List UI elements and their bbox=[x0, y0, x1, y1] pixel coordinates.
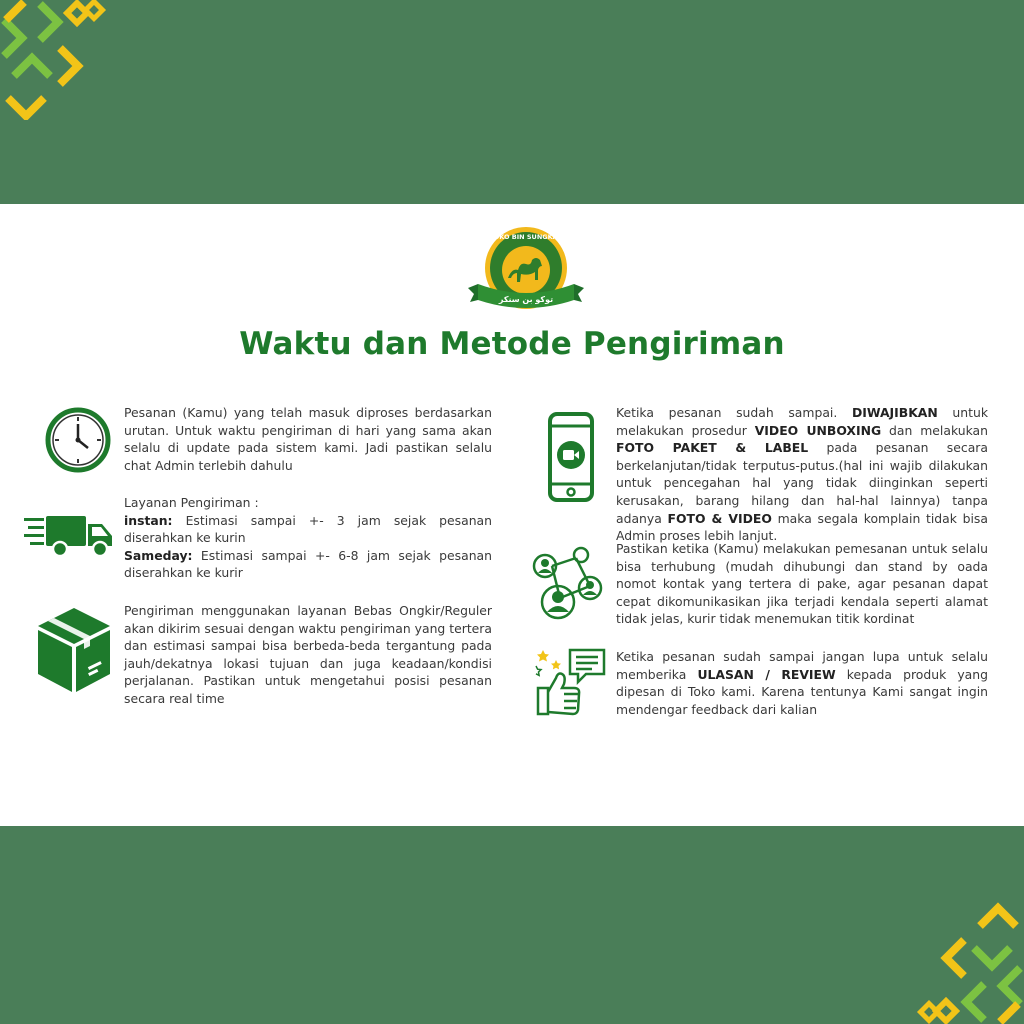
video-call-phone-icon bbox=[548, 412, 594, 502]
sameday-text: Estimasi sampai +- 6-8 jam sejak pesanan diserahkan ke kurir bbox=[124, 547, 492, 581]
logo-brand-text: TOKO BIN SUNGKAR bbox=[489, 233, 563, 241]
instan-text: Estimasi sampai +- 3 jam sejak pesanan diserahkan ke kurin bbox=[124, 512, 492, 546]
services-heading: Layanan Pengiriman : bbox=[124, 495, 259, 510]
clock-icon bbox=[44, 406, 112, 474]
package-box-icon bbox=[36, 606, 112, 694]
shipping-services-text bbox=[124, 494, 492, 582]
review-thumbs-up-icon bbox=[534, 648, 606, 718]
review-reminder-text: Ketika pesanan sudah sampai jangan lupa untuk selalu memberika ULASAN / REVIEW kepada produk yang dipesan di Toko kami. Karena tentunya Kami sangat ingin mendengar feedback dari kalian bbox=[616, 649, 988, 717]
corner-ornament-top-left bbox=[0, 0, 115, 120]
regular-shipping-text: Pengiriman menggunakan layanan Bebas Ongkir/Reguler akan dikirim sesuai dengan waktu pengiriman yang tertera dan estimasi sampai bisa berbeda-beda tergantung pada jauh/dekatnya lokasi tujuan dan juga keadaan/kondisi perjalanan. Pastikan untuk mengetahui posisi pesanan secara real time bbox=[124, 603, 492, 706]
video-unboxing-text: Ketika pesanan sudah sampai. DIWAJIBKAN untuk melakukan prosedur VIDEO UNBOXING dan melakukan FOTO PAKET & LABEL pada pesanan secara berkelanjutan/tidak terputus-putus.(hal ini wajib dilakukan untuk pencegahan hal yang tidak diinginkan seperti kerusakan, barang hilang dan hal-hal lainnya) tanpa adanya FOTO & VIDEO maka segala komplain tidak bisa Admin proses lebih lanjut. bbox=[616, 405, 989, 544]
order-processing-text: Pesanan (Kamu) yang telah masuk diproses berdasarkan urutan. Untuk waktu pengiriman di hari yang sama akan selalu di update pada sistem kami. Jadi pastikan selalu chat Admin terlebih dahulu bbox=[124, 405, 492, 473]
top-band bbox=[0, 0, 1024, 204]
contact-network-icon bbox=[532, 546, 608, 620]
delivery-truck-icon bbox=[24, 514, 114, 558]
corner-ornament-bottom-right bbox=[909, 900, 1024, 1024]
bottom-band bbox=[0, 826, 1024, 1024]
stay-contactable-text: Pastikan ketika (Kamu) melakukan pemesanan untuk selalu bisa terhubung (mudah dihubungi dan stand by oada nomot kontak yang tertera di pake, agar pesanan dapat cepat dikomunikasikan jika terjadi kendala seperti alamat tidak jelas, kurir tidak menemukan titik kordinat bbox=[616, 541, 988, 627]
store-logo bbox=[466, 226, 586, 312]
sameday-label: Sameday: bbox=[124, 547, 193, 563]
page-title: Waktu dan Metode Pengiriman bbox=[239, 326, 785, 362]
instan-label: instan: bbox=[124, 512, 173, 528]
logo-arabic-text: توكو بن سنكر bbox=[498, 295, 554, 304]
